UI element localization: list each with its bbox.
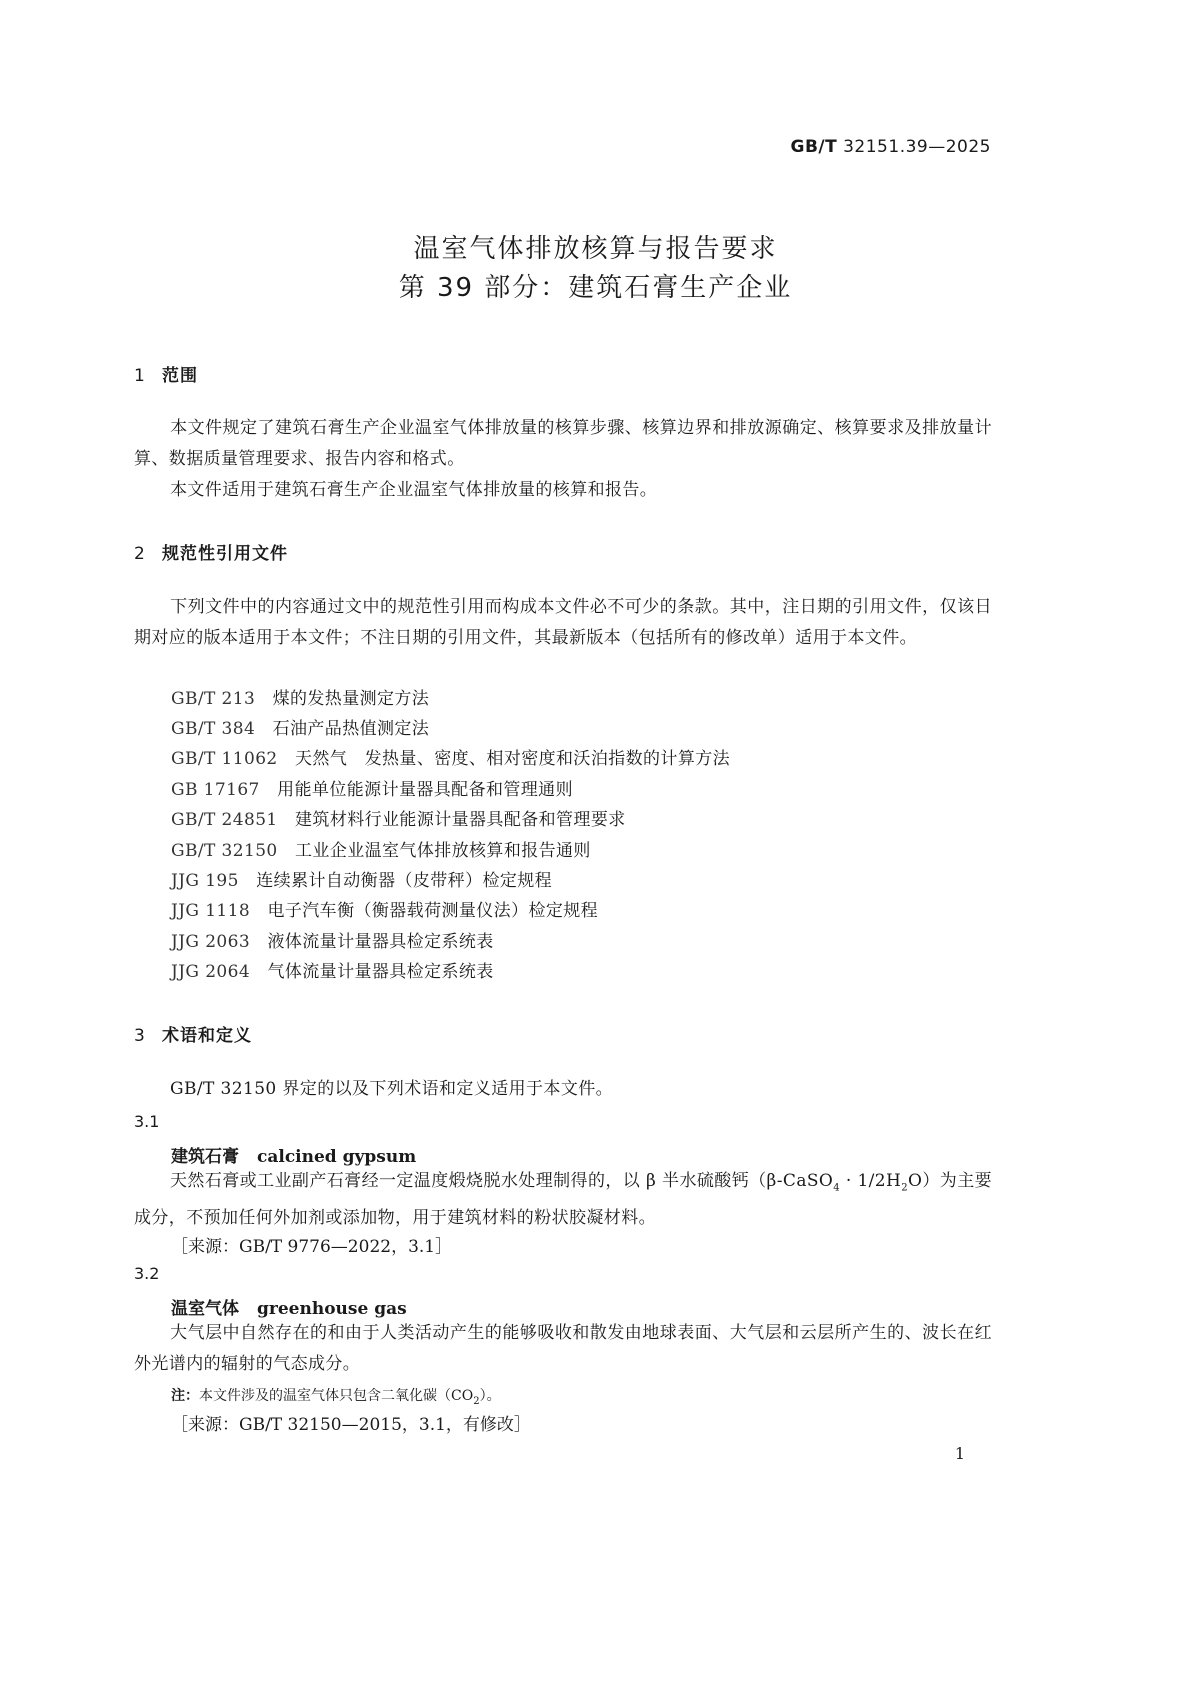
term-definition [134,1318,992,1380]
page-number: 1 [954,1444,965,1463]
reference-code: GB 17167 [171,780,260,800]
note-text-2: ）。 [479,1388,501,1404]
reference-item [171,775,573,806]
scope-text-1: 本文件规定了建筑石膏生产企业温室气体排放量的核算步骤、核算边界和排放源确定、核算要求及排放量计算、数据质量管理要求、报告内容和格式。 [134,418,992,469]
reference-title: 连续累计自动衡器（皮带秤）检定规程 [256,871,553,891]
reference-title: 建筑材料行业能源计量器具配备和管理要求 [295,810,626,830]
standard-code: 32151.39—2025 [843,137,991,157]
reference-title: 天然气 发热量、密度、相对密度和沃泊指数的计算方法 [295,749,731,769]
reference-item [171,866,552,897]
section-number: 3 [134,1026,146,1046]
section-heading-normative-references [134,539,288,564]
terms-intro-text: GB/T 32150 界定的以及下列术语和定义适用于本文件。 [170,1079,614,1099]
reference-code: GB/T 32150 [171,841,278,861]
reference-title: 工业企业温室气体排放核算和报告通则 [295,841,591,861]
term-name-zh: 温室气体 [171,1299,239,1319]
term-definition [134,1166,992,1234]
subscript: 2 [901,1182,909,1194]
scope-paragraph-1 [134,413,992,475]
reference-code: GB/T 11062 [171,749,278,769]
term-name-en: calcined gypsum [257,1147,417,1167]
reference-code: GB/T 213 [171,689,256,709]
definition-text-1: 天然石膏或工业副产石膏经一定温度煅烧脱水处理制得的，以 β 半水硫酸钙（β-CaSO [170,1171,834,1191]
term-name-en: greenhouse gas [257,1299,407,1319]
term-note [171,1385,501,1407]
section-number: 2 [134,544,146,564]
terms-intro-paragraph [134,1074,992,1105]
reference-item [171,805,626,836]
section-title: 术语和定义 [162,1026,252,1046]
term-source: ［来源：GB/T 32150—2015，3.1，有修改］ [171,1415,531,1435]
section-heading-terms [134,1021,252,1046]
reference-code: JJG 2064 [171,962,251,982]
document-title-line1: 温室气体排放核算与报告要求 [413,234,778,264]
reference-item [171,836,591,867]
reference-item [171,684,429,715]
subscript: 2 [473,1395,480,1407]
section-heading-scope [134,361,198,386]
note-label: 注： [171,1388,199,1404]
reference-code: GB/T 384 [171,719,256,739]
reference-title: 气体流量计量器具检定系统表 [267,962,494,982]
reference-item [171,957,494,988]
reference-item [171,896,598,927]
document-title-line2: 第 39 部分：建筑石膏生产企业 [398,273,793,303]
subscript: 4 [833,1182,841,1194]
definition-text-3: O）为主要成分，不预加任何外加剂或添加物，用于建筑材料的粉状胶凝材料。 [134,1171,993,1229]
term-name [171,1294,407,1319]
reference-code: JJG 195 [171,871,239,891]
reference-code: GB/T 24851 [171,810,278,830]
reference-item [171,744,730,775]
term-number: 3.1 [134,1112,160,1131]
references-intro-paragraph [134,592,992,654]
section-title: 范围 [162,366,198,386]
section-title: 规范性引用文件 [162,544,288,564]
definition-text: 大气层中自然存在的和由于人类活动产生的能够吸收和散发由地球表面、大气层和云层所产生的、波长在红外光谱内的辐射的气态成分。 [134,1323,992,1374]
definition-text-2: · 1/2H [840,1171,902,1191]
reference-code: JJG 1118 [171,901,251,921]
reference-title: 用能单位能源计量器具配备和管理通则 [277,780,573,800]
section-number: 1 [134,366,146,386]
reference-item [171,927,494,958]
references-intro-text: 下列文件中的内容通过文中的规范性引用而构成本文件必不可少的条款。其中，注日期的引用文件，仅该日期对应的版本适用于本文件；不注日期的引用文件，其最新版本（包括所有的修改单）适用于本文件。 [134,597,992,648]
standard-number [790,137,991,157]
reference-item [171,714,429,745]
reference-title: 电子汽车衡（衡器载荷测量仪法）检定规程 [267,901,599,921]
term-number: 3.2 [134,1264,160,1283]
reference-title: 石油产品热值测定法 [272,719,430,739]
reference-code: JJG 2063 [171,932,251,952]
scope-text-2: 本文件适用于建筑石膏生产企业温室气体排放量的核算和报告。 [170,480,658,500]
term-name-zh: 建筑石膏 [171,1147,239,1167]
reference-title: 煤的发热量测定方法 [272,689,430,709]
term-source: ［来源：GB/T 9776—2022，3.1］ [171,1237,453,1257]
term-name [171,1142,416,1167]
standard-prefix: GB/T [790,137,838,157]
reference-title: 液体流量计量器具检定系统表 [267,932,494,952]
scope-paragraph-2 [134,475,992,506]
note-text-1: 本文件涉及的温室气体只包含二氧化碳（CO [199,1388,474,1404]
